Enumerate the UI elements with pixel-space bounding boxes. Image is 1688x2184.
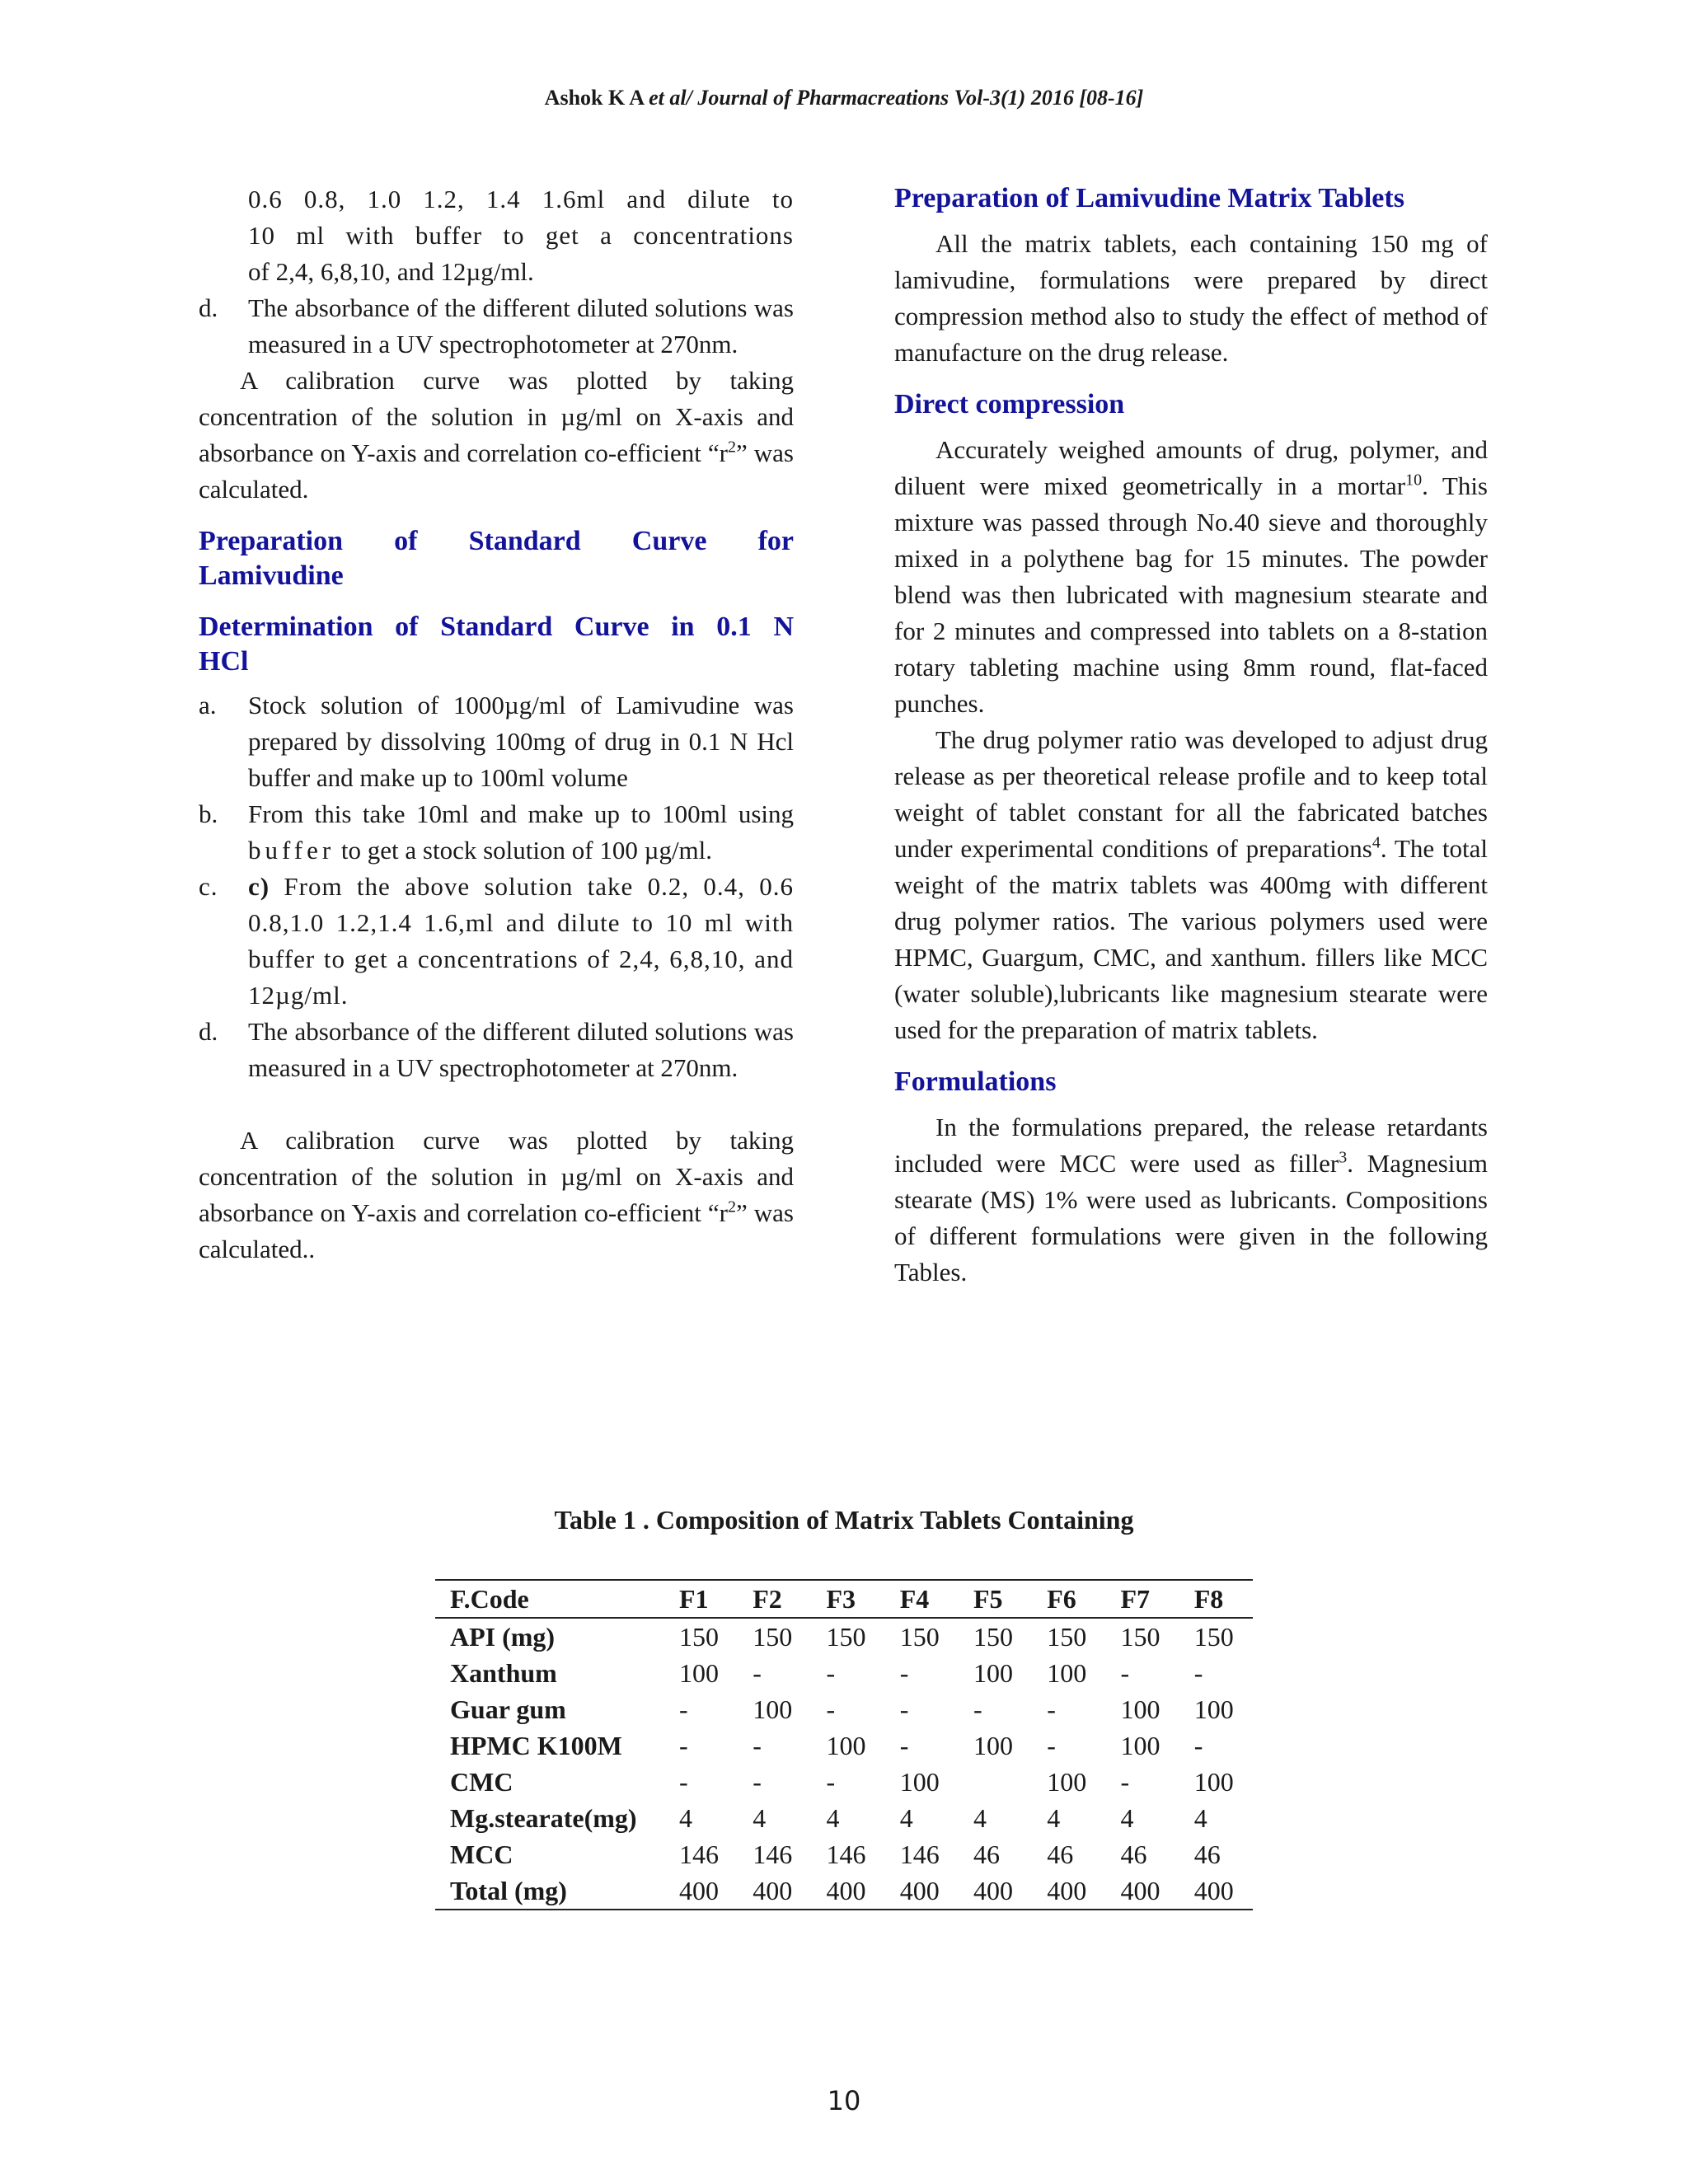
table-cell: 100 xyxy=(679,1657,719,1688)
table-cell: - xyxy=(753,1766,762,1797)
row-label: Total (mg) xyxy=(450,1875,567,1905)
table-header-row xyxy=(435,1580,1253,1618)
table-cell: - xyxy=(753,1730,762,1760)
table-row xyxy=(435,1655,1253,1691)
list-item-c xyxy=(199,869,794,1014)
list-marker: b. xyxy=(199,799,218,828)
table-cell: - xyxy=(973,1694,982,1724)
right-column xyxy=(894,181,1488,1291)
table-cell: 146 xyxy=(899,1839,940,1869)
table-cell: 400 xyxy=(1193,1875,1234,1905)
section-heading-direct-compression: Direct compression xyxy=(894,389,1125,419)
table-cell: - xyxy=(1120,1657,1130,1688)
paragraph-text: In the formulations prepared, the release retardants included were MCC were used as filler xyxy=(894,1113,1488,1178)
column-header: F4 xyxy=(899,1583,930,1614)
table-cell: 100 xyxy=(1047,1766,1087,1797)
paragraph-text: . The total weight of the matrix tablets was 400mg with different drug polymer ratios. The various polymers used were HPMC, Guargum, CMC, and xanthum. fillers like MCC (water soluble),lubricants like magnesium stearate were used for the preparation of matrix tablets. xyxy=(894,834,1488,1044)
table-cell: 46 xyxy=(973,1839,1000,1869)
section-heading-determination xyxy=(199,610,794,679)
table-cell: 400 xyxy=(899,1875,940,1905)
table-cell: 100 xyxy=(1120,1730,1160,1760)
formulations-paragraph xyxy=(894,1109,1488,1291)
section-heading-standard-curve xyxy=(199,524,794,593)
table-cell: 46 xyxy=(1193,1839,1221,1869)
polymer-ratio-paragraph xyxy=(894,722,1488,1048)
table-cell: - xyxy=(1193,1657,1203,1688)
table-cell: 4 xyxy=(1120,1802,1134,1833)
table-cell: - xyxy=(679,1730,688,1760)
table-cell: - xyxy=(679,1766,688,1797)
table-cell: 100 xyxy=(1193,1694,1234,1724)
list-text: The absorbance of the different diluted solutions was measured in a UV spectrophotometer at 270nm. xyxy=(248,293,794,359)
table-row xyxy=(435,1764,1253,1800)
table-cell: - xyxy=(899,1730,909,1760)
paragraph-text: ” was calculated. xyxy=(199,438,794,504)
table-cell: 146 xyxy=(826,1839,866,1869)
list-text: The absorbance of the different diluted solutions was measured in a UV spectrophotometer at 270nm. xyxy=(248,1017,794,1082)
table-cell: 400 xyxy=(679,1875,719,1905)
table-cell: 146 xyxy=(679,1839,719,1869)
preparation-paragraph: All the matrix tablets, each containing 150 mg of lamivudine, formulations were prepared by direct compression method also to study the effect of method of manufacture on the drug release. xyxy=(894,229,1488,367)
column-header: F7 xyxy=(1120,1583,1151,1614)
table-cell: 4 xyxy=(1047,1802,1061,1833)
table-cell: - xyxy=(826,1694,836,1724)
table-row xyxy=(435,1691,1253,1727)
table-cell: 4 xyxy=(826,1802,840,1833)
table-row xyxy=(435,1836,1253,1872)
direct-compression-paragraph xyxy=(894,432,1488,722)
running-header xyxy=(0,86,1688,110)
table-cell: 400 xyxy=(1047,1875,1087,1905)
table-row xyxy=(435,1618,1253,1655)
list-continuation xyxy=(199,181,794,290)
table-cell: 100 xyxy=(899,1766,940,1797)
table-cell: 100 xyxy=(753,1694,793,1724)
list-item-a xyxy=(199,687,794,796)
table-caption: Table 1 . Composition of Matrix Tablets Containing xyxy=(554,1505,1134,1535)
list-item-d xyxy=(199,290,794,363)
table-cell: 400 xyxy=(826,1875,866,1905)
superscript: 2 xyxy=(728,438,736,457)
heading-line: Determination of Standard Curve in 0.1 N xyxy=(199,612,794,642)
table-cell: - xyxy=(753,1657,762,1688)
table-cell: 4 xyxy=(1193,1802,1207,1833)
heading-line: Lamivudine xyxy=(199,560,344,591)
table-cell: 150 xyxy=(1047,1621,1087,1652)
row-label: API (mg) xyxy=(450,1621,556,1652)
section-heading-preparation: Preparation of Lamivudine Matrix Tablets xyxy=(894,183,1404,213)
list-marker: a. xyxy=(199,691,217,719)
paragraph-text: Accurately weighed amounts of drug, polymer, and diluent were mixed geometrically in a mortar xyxy=(894,435,1488,500)
row-label: CMC xyxy=(450,1766,513,1797)
list-item-d xyxy=(199,1014,794,1086)
row-label: HPMC K100M xyxy=(450,1730,622,1760)
row-label: Guar gum xyxy=(450,1694,566,1724)
left-column xyxy=(199,181,794,1268)
table-row xyxy=(435,1800,1253,1836)
table-cell: 4 xyxy=(899,1802,913,1833)
paragraph-text: A calibration curve was plotted by taking concentration of the solution in µg/ml on X-axis and absorbance on Y-axis and correlation co-efficient “r xyxy=(199,366,794,467)
header-author: Ashok K A xyxy=(544,86,644,110)
table-row xyxy=(435,1872,1253,1910)
table-cell: - xyxy=(1047,1694,1056,1724)
table-cell: 100 xyxy=(1120,1694,1160,1724)
column-header: F.Code xyxy=(450,1583,529,1614)
table-cell: 4 xyxy=(753,1802,767,1833)
table-cell: 100 xyxy=(826,1730,866,1760)
continuation-line: of 2,4, 6,8,10, and 12µg/ml. xyxy=(248,257,534,286)
table-cell: 150 xyxy=(826,1621,866,1652)
page-number: 10 xyxy=(827,2085,861,2116)
superscript: 2 xyxy=(728,1197,736,1216)
table-cell: - xyxy=(1047,1730,1056,1760)
paragraph-text: . Magnesium stearate (MS) 1% were used as lubricants. Compositions of different formulations were given in the following Tables. xyxy=(894,1149,1489,1286)
table-cell: 400 xyxy=(753,1875,793,1905)
table-cell: 150 xyxy=(973,1621,1013,1652)
table-cell: - xyxy=(679,1694,688,1724)
superscript: 10 xyxy=(1405,471,1423,490)
list-marker: c. xyxy=(199,872,218,901)
list-inline-label: c) xyxy=(248,872,270,901)
column-header: F1 xyxy=(679,1583,709,1614)
superscript: 4 xyxy=(1372,833,1381,852)
paragraph-text: . This mixture was passed through No.40 sieve and thoroughly mixed in a polythene bag for 15 minutes. The powder blend was then lubricated with magnesium stearate and for 2 minutes and compressed into tablets on a 8-station rotary tableting machine using 8mm round, flat-faced punches. xyxy=(894,471,1488,718)
table-cell: - xyxy=(1120,1766,1130,1797)
superscript: 3 xyxy=(1339,1148,1348,1167)
table-cell: 150 xyxy=(1120,1621,1160,1652)
header-journal: / Journal of Pharmacreations Vol-3(1) 2016 [08-16] xyxy=(686,86,1144,110)
table-cell: 46 xyxy=(1047,1839,1074,1869)
row-label: MCC xyxy=(450,1839,513,1869)
table-cell: 100 xyxy=(1047,1657,1087,1688)
table-cell: 400 xyxy=(973,1875,1013,1905)
list-text: buffer xyxy=(248,836,335,865)
table-cell: 150 xyxy=(1193,1621,1234,1652)
list-item-b xyxy=(199,796,794,869)
table-row xyxy=(435,1727,1253,1764)
table-cell: - xyxy=(826,1766,836,1797)
list-text: From this take 10ml and make up to 100ml using xyxy=(248,799,794,828)
column-header: F5 xyxy=(973,1583,1003,1614)
table-cell xyxy=(959,1764,1032,1800)
table-cell: - xyxy=(826,1657,836,1688)
list-marker: d. xyxy=(199,1017,218,1046)
heading-line: HCl xyxy=(199,646,249,677)
table-cell: 400 xyxy=(1120,1875,1160,1905)
table-cell: 150 xyxy=(899,1621,940,1652)
paragraph-text: The drug polymer ratio was developed to adjust drug release as per theoretical release profile and to keep total weight of tablet constant for all the fabricated batches under experimental conditions of preparations xyxy=(894,725,1488,863)
continuation-line: 0.6 0.8, 1.0 1.2, 1.4 1.6ml and dilute to xyxy=(248,185,794,213)
paragraph-text: A calibration curve was plotted by taking concentration of the solution in µg/ml on X-axis and absorbance on Y-axis and correlation co-efficient “r xyxy=(199,1126,794,1227)
continuation-line: 10 ml with buffer to get a concentrations xyxy=(248,221,794,250)
list-text: to get a stock solution of 100 µg/ml. xyxy=(340,836,713,865)
table-cell: 100 xyxy=(973,1657,1013,1688)
list-text: From the above solution take 0.2, 0.4, 0.6 0.8,1.0 1.2,1.4 1.6,ml and dilute to 10 ml with buffer to get a concentrations of 2,4, 6,8,10, and 12µg/ml. xyxy=(248,872,795,1010)
table-cell: 46 xyxy=(1120,1839,1147,1869)
table-cell: - xyxy=(899,1657,909,1688)
column-header: F3 xyxy=(826,1583,856,1614)
table-cell: 150 xyxy=(753,1621,793,1652)
column-header: F2 xyxy=(753,1583,782,1614)
table-cell: 146 xyxy=(753,1839,793,1869)
list-text: Stock solution of 1000µg/ml of Lamivudine was prepared by dissolving 100mg of drug in 0.1 N Hcl buffer and make up to 100ml volume xyxy=(248,691,794,792)
calibration-paragraph xyxy=(199,363,794,508)
table-cell: 4 xyxy=(973,1802,987,1833)
row-label: Xanthum xyxy=(450,1657,557,1688)
list-marker: d. xyxy=(199,293,218,322)
column-header: F8 xyxy=(1193,1583,1224,1614)
table-cell: 100 xyxy=(1193,1766,1234,1797)
paragraph-text: ” was calculated.. xyxy=(199,1198,794,1263)
header-etal: et al xyxy=(649,86,687,110)
table-cell: 150 xyxy=(679,1621,719,1652)
table-cell: 4 xyxy=(679,1802,692,1833)
heading-line: Preparation of Standard Curve for xyxy=(199,526,794,556)
column-header: F6 xyxy=(1047,1583,1076,1614)
section-heading-formulations: Formulations xyxy=(894,1066,1057,1097)
row-label: Mg.stearate(mg) xyxy=(450,1802,637,1833)
calibration-paragraph xyxy=(199,1122,794,1268)
composition-table xyxy=(435,1579,1253,1910)
table-cell: - xyxy=(1193,1730,1203,1760)
table-cell: 100 xyxy=(973,1730,1013,1760)
table-cell: - xyxy=(899,1694,909,1724)
